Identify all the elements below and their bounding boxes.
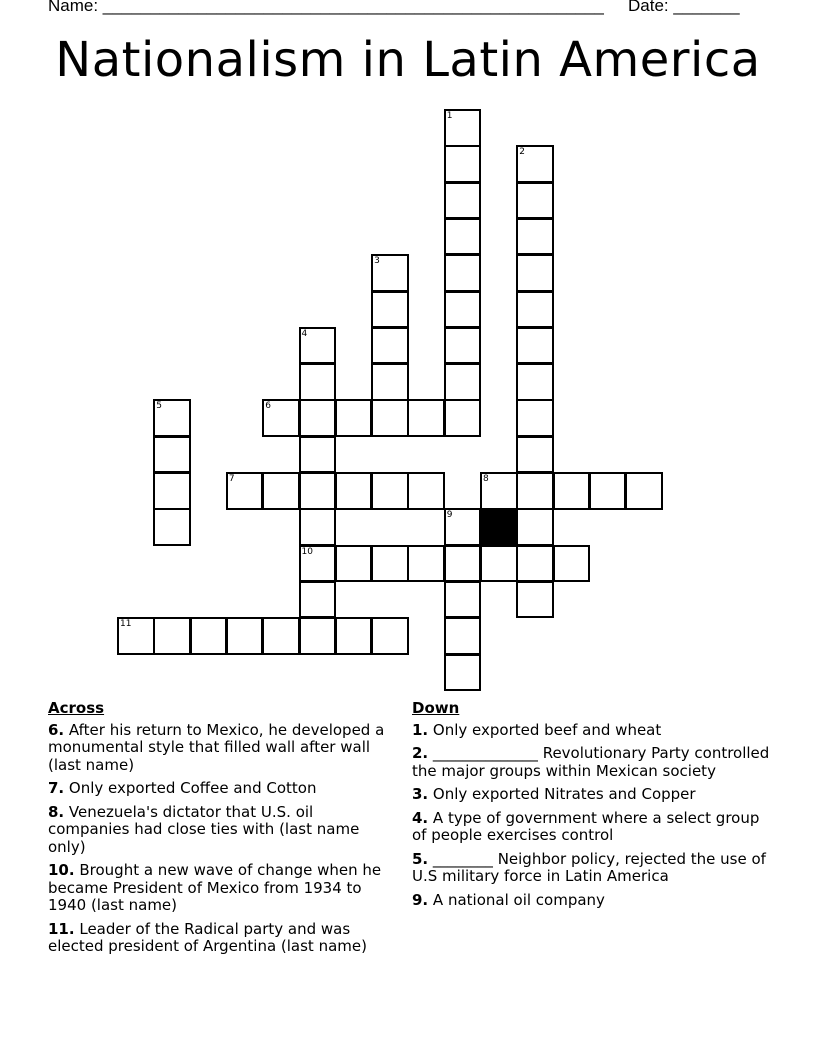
across-clue	[48, 862, 398, 915]
crossword-cell[interactable]	[299, 545, 337, 583]
crossword-cell[interactable]	[299, 327, 337, 365]
date-field-label: Date: _______	[628, 0, 740, 15]
crossword-cell[interactable]	[299, 581, 337, 619]
down-clue	[412, 892, 772, 910]
crossword-cell[interactable]	[407, 399, 445, 437]
clue-number: 4	[301, 328, 308, 339]
across-clues	[48, 700, 398, 962]
crossword-cell[interactable]	[153, 472, 191, 510]
crossword-cell[interactable]	[153, 399, 191, 437]
crossword-cell[interactable]	[444, 508, 482, 546]
clue-number: 7	[228, 474, 235, 484]
crossword-cell[interactable]	[516, 472, 554, 510]
crossword-cell[interactable]	[153, 617, 191, 655]
clue-number: 9	[446, 510, 453, 521]
crossword-cell[interactable]	[516, 218, 554, 256]
crossword-cell[interactable]	[299, 508, 337, 546]
across-clue	[48, 804, 398, 857]
clue-num: 7.	[48, 779, 65, 797]
down-clues	[412, 700, 772, 915]
crossword-cell[interactable]	[516, 291, 554, 329]
crossword-cell[interactable]	[444, 617, 482, 655]
crossword-cell[interactable]	[444, 581, 482, 619]
crossword-cell[interactable]	[190, 617, 228, 655]
across-clue	[48, 921, 398, 956]
crossword-cell[interactable]	[153, 508, 191, 546]
crossword-cell[interactable]	[516, 508, 554, 546]
across-heading: Across	[48, 699, 105, 717]
crossword-cell[interactable]	[299, 399, 337, 437]
crossword-cell[interactable]	[226, 472, 264, 510]
clue-text: A national oil company	[432, 890, 605, 909]
crossword-cell[interactable]	[262, 472, 300, 510]
crossword-cell[interactable]	[516, 145, 554, 183]
crossword-cell[interactable]	[335, 617, 373, 655]
clue-number: 1	[446, 111, 453, 121]
crossword-cell[interactable]	[299, 363, 337, 401]
clue-number: 2	[519, 147, 526, 158]
page-title: Nationalism in Latin America	[55, 32, 761, 88]
crossword-cell[interactable]	[480, 472, 518, 510]
clue-text: Only exported Nitrates and Copper	[432, 785, 696, 803]
clue-num: 1.	[412, 720, 429, 739]
clue-number: 5	[156, 401, 163, 412]
crossword-cell[interactable]	[516, 545, 554, 583]
clue-text: Venezuela's dictator that U.S. oil companies had close ties with (last name only)	[48, 802, 360, 856]
crossword-cell[interactable]	[299, 472, 337, 510]
across-clue	[48, 780, 398, 798]
crossword-cell[interactable]	[299, 617, 337, 655]
clue-num: 10.	[48, 861, 75, 879]
down-clue	[412, 745, 772, 780]
clue-num: 3.	[412, 785, 429, 803]
clue-number: 6	[265, 401, 271, 412]
clue-num: 11.	[48, 919, 75, 938]
crossword-cell[interactable]	[516, 581, 554, 619]
clue-text: Leader of the Radical party and was elected president of Argentina (last name)	[48, 919, 367, 955]
clue-number: 10	[301, 546, 313, 557]
clue-num: 6.	[48, 720, 65, 739]
crossword-cell[interactable]	[262, 617, 300, 655]
crossword-cell[interactable]	[516, 254, 554, 292]
clue-num: 2.	[412, 744, 429, 762]
crossword-cell[interactable]	[516, 399, 554, 437]
clue-text: A type of government where a select group of people exercises control	[412, 808, 760, 844]
crossword-cell[interactable]	[444, 399, 482, 437]
crossword-cell[interactable]	[589, 472, 627, 510]
crossword-cell[interactable]	[371, 472, 409, 510]
crossword-cell[interactable]	[299, 436, 337, 474]
crossword-cell[interactable]	[371, 291, 409, 329]
crossword-cell[interactable]	[444, 363, 482, 401]
clue-text: Only exported Coffee and Cotton	[68, 779, 317, 797]
down-heading: Down	[412, 699, 460, 717]
down-clue	[412, 851, 772, 886]
clue-number: 11	[120, 619, 132, 630]
clue-text: Brought a new wave of change when he became President of Mexico from 1934 to 1940 (last name)	[48, 861, 382, 914]
clue-num: 9.	[412, 890, 429, 909]
name-field-label: Name: _____________________________________________________	[48, 0, 604, 15]
clue-text: ______________ Revolutionary Party controlled the major groups within Mexican society	[412, 744, 770, 780]
clue-text: Only exported beef and wheat	[432, 720, 662, 739]
crossword-cell[interactable]	[371, 399, 409, 437]
clue-num: 5.	[412, 849, 429, 868]
crossword-cell[interactable]	[444, 291, 482, 329]
crossword-cell[interactable]	[444, 218, 482, 256]
crossword-black-cell	[480, 508, 518, 546]
crossword-cell[interactable]	[444, 654, 482, 692]
down-clue	[412, 786, 772, 804]
crossword-cell[interactable]	[553, 472, 591, 510]
clue-number: 8	[483, 474, 489, 484]
crossword-cell[interactable]	[444, 109, 482, 147]
crossword-cell[interactable]	[226, 617, 264, 655]
crossword-cell[interactable]	[371, 254, 409, 292]
crossword-cell[interactable]	[371, 327, 409, 365]
clue-text: After his return to Mexico, he developed a monumental style that filled wall after wall (last name)	[48, 720, 385, 774]
crossword-cell[interactable]	[262, 399, 300, 437]
down-clue	[412, 810, 772, 845]
crossword-cell[interactable]	[625, 472, 663, 510]
crossword-cell[interactable]	[371, 363, 409, 401]
crossword-cell[interactable]	[117, 617, 155, 655]
crossword-cell[interactable]	[516, 327, 554, 365]
crossword-cell[interactable]	[444, 545, 482, 583]
crossword-cell[interactable]	[335, 399, 373, 437]
crossword-cell[interactable]	[553, 545, 591, 583]
crossword-cell[interactable]	[480, 545, 518, 583]
crossword-cell[interactable]	[371, 617, 409, 655]
crossword-cell[interactable]	[516, 363, 554, 401]
down-clue	[412, 722, 772, 740]
crossword-cell[interactable]	[407, 545, 445, 583]
across-clue	[48, 722, 398, 775]
crossword-cell[interactable]	[444, 145, 482, 183]
crossword-cell[interactable]	[153, 436, 191, 474]
crossword-cell[interactable]	[516, 182, 554, 220]
clue-number: 3	[374, 256, 380, 267]
clue-text: ________ Neighbor policy, rejected the use of U.S military force in Latin America	[412, 849, 766, 885]
clue-num: 8.	[48, 802, 65, 821]
crossword-cell[interactable]	[335, 472, 373, 510]
crossword-cell[interactable]	[444, 254, 482, 292]
clue-num: 4.	[412, 808, 429, 827]
crossword-cell[interactable]	[516, 436, 554, 474]
crossword-cell[interactable]	[444, 182, 482, 220]
crossword-cell[interactable]	[371, 545, 409, 583]
crossword-cell[interactable]	[444, 327, 482, 365]
crossword-cell[interactable]	[407, 472, 445, 510]
crossword-cell[interactable]	[335, 545, 373, 583]
